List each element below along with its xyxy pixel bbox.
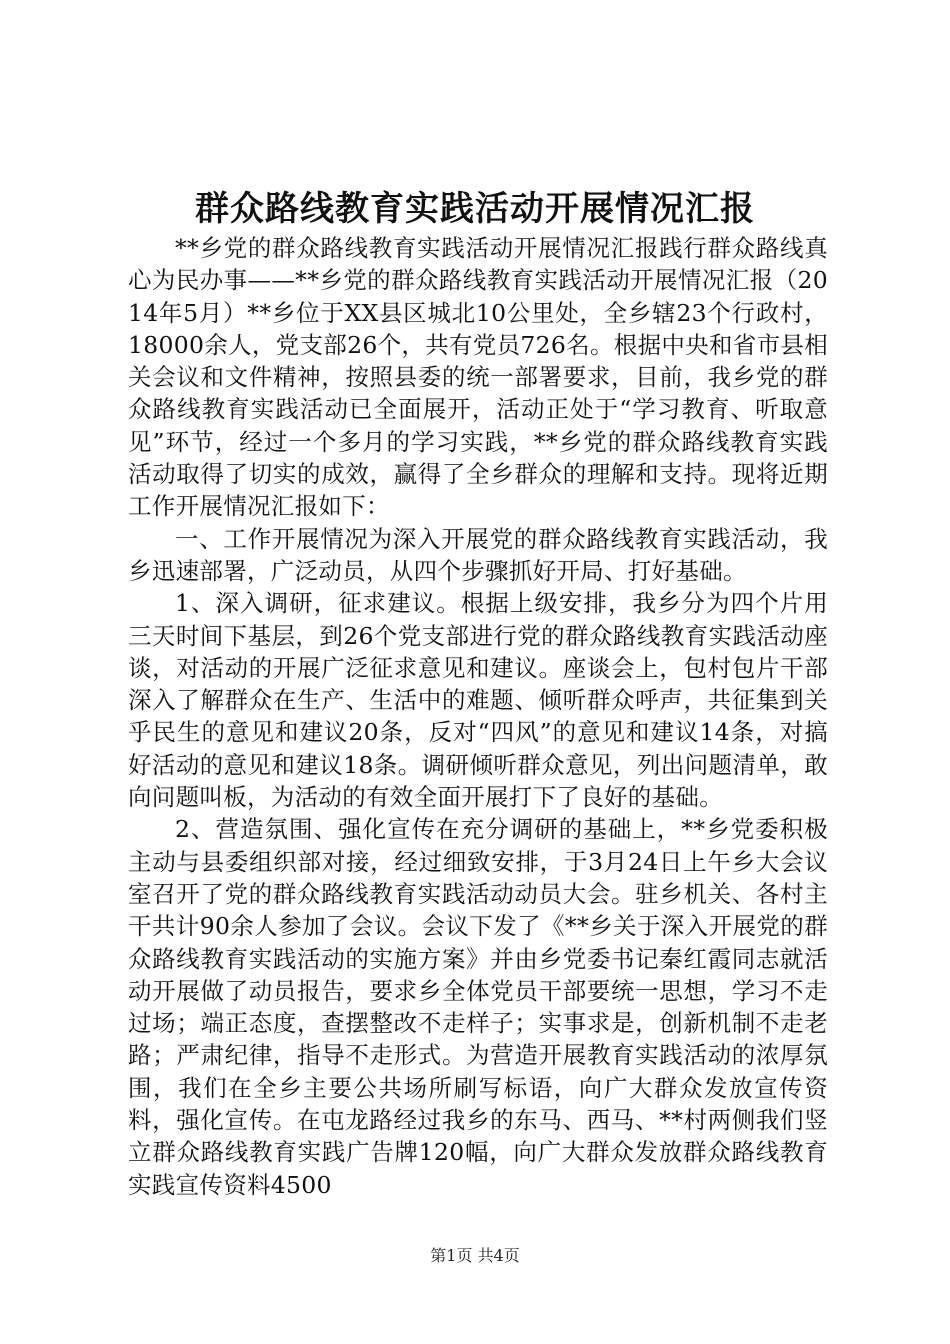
document-title: 群众路线教育实践活动开展情况汇报 [195, 189, 755, 229]
document-body [128, 232, 828, 1201]
page-number-footer: 第1页 共4页 [430, 1246, 520, 1265]
item-one-paragraph: 1、深入调研，征求建议。根据上级安排，我乡分为四个片用三天时间下基层，到26个党支部进行党的群众路线教育实践活动座谈，对活动的开展广泛征求意见和建议。座谈会上，包村包片干部深入了解群众在生产、生活中的难题、倾听群众呼声，共征集到关乎民生的意见和建议20条，反对“四风”的意见和建议14条，对搞好活动的意见和建议18条。调研倾听群众意见，列出问题清单，敢向问题叫板，为活动的有效全面开展打下了良好的基础。 [128, 589, 828, 812]
item-two-paragraph: 2、营造氛围、强化宣传在充分调研的基础上，**乡党委积极主动与县委组织部对接，经过细致安排，于3月24日上午乡大会议室召开了党的群众路线教育实践活动动员大会。驻乡机关、各村主干共计90余人参加了会议。会议下发了《**乡关于深入开展党的群众路线教育实践活动的实施方案》并由乡党委书记秦红霞同志就活动开展做了动员报告，要求乡全体党员干部要统一思想，学习不走过场；端正态度，查摆整改不走样子；实事求是，创新机制不走老路；严肃纪律，指导不走形式。为营造开展教育实践活动的浓厚氛围，我们在全乡主要公共场所刷写标语，向广大群众发放宣传资料，强化宣传。在屯龙路经过我乡的东马、西马、**村两侧我们竖立群众路线教育实践广告牌120幅，向广大群众发放群众路线教育实践宣传资料4500 [128, 815, 828, 1199]
section-one-paragraph: 一、工作开展情况为深入开展党的群众路线教育实践活动，我乡迅速部署，广泛动员，从四个步骤抓好开局、打好基础。 [128, 524, 828, 585]
intro-paragraph: **乡党的群众路线教育实践活动开展情况汇报践行群众路线真心为民办事——**乡党的群众路线教育实践活动开展情况汇报（2014年5月）**乡位于XX县区城北10公里处，全乡辖23个行政村，18000余人，党支部26个，共有党员726名。根据中央和省市县相关会议和文件精神，按照县委的统一部署要求，目前，我乡党的群众路线教育实践活动已全面展开，活动正处于“学习教育、听取意见”环节，经过一个多月的学习实践，**乡党的群众路线教育实践活动取得了切实的成效，赢得了全乡群众的理解和支持。现将近期工作开展情况汇报如下： [128, 234, 828, 521]
